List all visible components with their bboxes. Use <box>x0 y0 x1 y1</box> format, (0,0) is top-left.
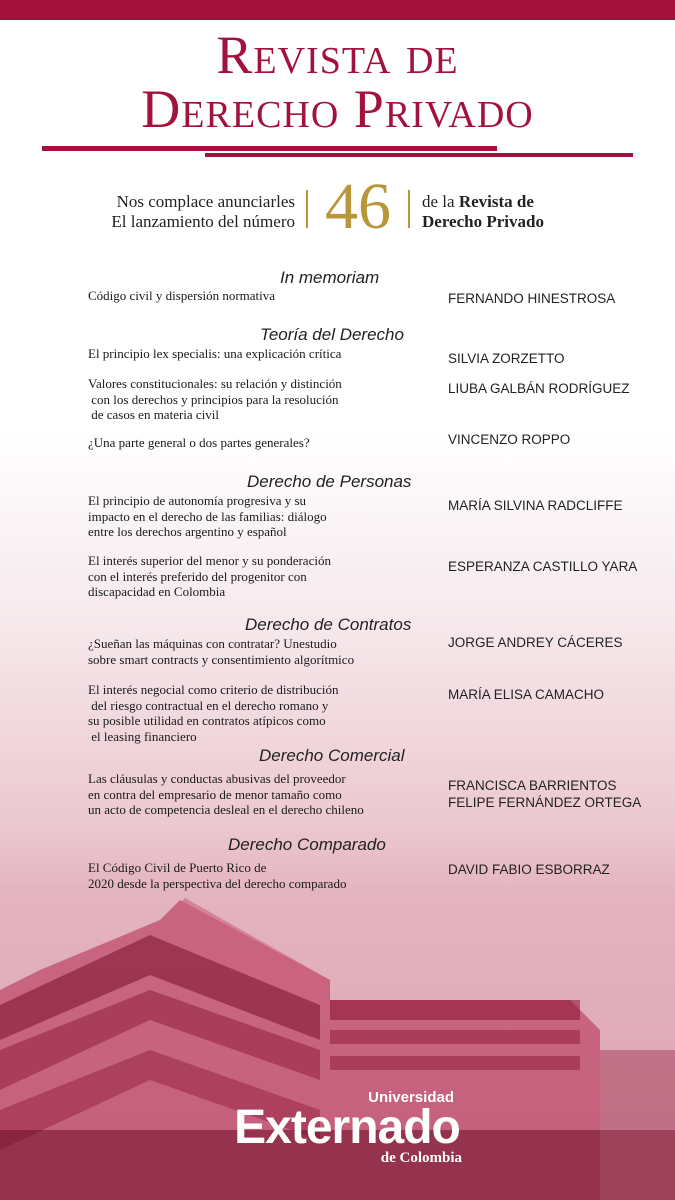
title-divider-top <box>42 146 497 151</box>
article-title: Valores constitucionales: su relación y distinción con los derechos y principios para la resolución de casos en materia civil <box>88 376 342 422</box>
article-author: FRANCISCA BARRIENTOS FELIPE FERNÁNDEZ ORTEGA <box>448 778 642 810</box>
announcement-right-prefix: de la <box>422 192 459 211</box>
section-title-derecho-comercial: Derecho Comercial <box>259 746 405 765</box>
article-title: El principio lex specialis: una explicación crítica <box>88 346 342 361</box>
article-title: El interés negocial como criterio de distribución del riesgo contractual en el derecho romano y su posible utilidad en contratos atípicos como el leasing financiero <box>88 682 339 744</box>
section-title-derecho-comparado: Derecho Comparado <box>228 835 386 854</box>
number-divider-left <box>306 190 308 228</box>
article-title: Las cláusulas y conductas abusivas del proveedor en contra del empresario de menor tamaño como un acto de competencia desleal en el derecho chileno <box>88 771 364 817</box>
article-author: MARÍA SILVINA RADCLIFFE <box>448 498 623 513</box>
issue-number: 46 <box>325 170 391 243</box>
announcement-left <box>70 192 295 232</box>
article-author: VINCENZO ROPPO <box>448 432 571 447</box>
article-title: ¿Una parte general o dos partes generales? <box>88 435 310 450</box>
section-title-teoria-del-derecho: Teoría del Derecho <box>260 325 404 344</box>
section-title-derecho-de-personas: Derecho de Personas <box>247 472 412 491</box>
journal-title-line2: Derecho Privado <box>141 79 534 139</box>
article-author: SILVIA ZORZETTO <box>448 351 565 366</box>
top-banner-bar <box>0 0 675 20</box>
announcement-right-line2 <box>422 212 622 232</box>
article-author: JORGE ANDREY CÁCERES <box>448 635 623 650</box>
title-divider-bottom <box>205 153 633 157</box>
logo-line-de-colombia: de Colombia <box>380 1150 462 1166</box>
article-author: MARÍA ELISA CAMACHO <box>448 687 605 702</box>
announcement-right-bold1: Revista de <box>458 192 534 211</box>
section-title-derecho-de-contratos: Derecho de Contratos <box>245 615 412 634</box>
section-title-in-memoriam: In memoriam <box>280 268 380 287</box>
article-title: El principio de autonomía progresiva y su impacto en el derecho de las familias: diálogo entre los derechos argentino y español <box>88 493 327 539</box>
number-divider-right <box>408 190 410 228</box>
announcement-left-line2: El lanzamiento del número <box>111 212 295 231</box>
announcement-right-bold2: Derecho Privado <box>422 212 544 231</box>
journal-title-line1: Revista de <box>216 25 459 85</box>
article-author: DAVID FABIO ESBORRAZ <box>448 862 610 877</box>
article-title: Código civil y dispersión normativa <box>88 288 276 303</box>
article-author: LIUBA GALBÁN RODRÍGUEZ <box>448 381 630 396</box>
announcement-right <box>422 192 622 232</box>
article-title: El Código Civil de Puerto Rico de 2020 desde la perspectiva del derecho comparado <box>88 860 347 891</box>
announcement-right-line1 <box>422 192 622 212</box>
article-author: ESPERANZA CASTILLO YARA <box>448 559 638 574</box>
article-title: El interés superior del menor y su ponderación con el interés preferido del progenitor con discapacidad en Colombia <box>88 553 331 599</box>
logo-line-universidad: Universidad <box>368 1089 454 1106</box>
article-title: ¿Sueñan las máquinas con contratar? Unestudio sobre smart contracts y consentimiento algorítmico <box>88 636 355 667</box>
article-author: FERNANDO HINESTROSA <box>448 291 616 306</box>
announcement-left-line1: Nos complace anunciarles <box>116 192 295 211</box>
logo-line-externado: Externado <box>234 1101 460 1154</box>
university-logo <box>222 1090 472 1166</box>
